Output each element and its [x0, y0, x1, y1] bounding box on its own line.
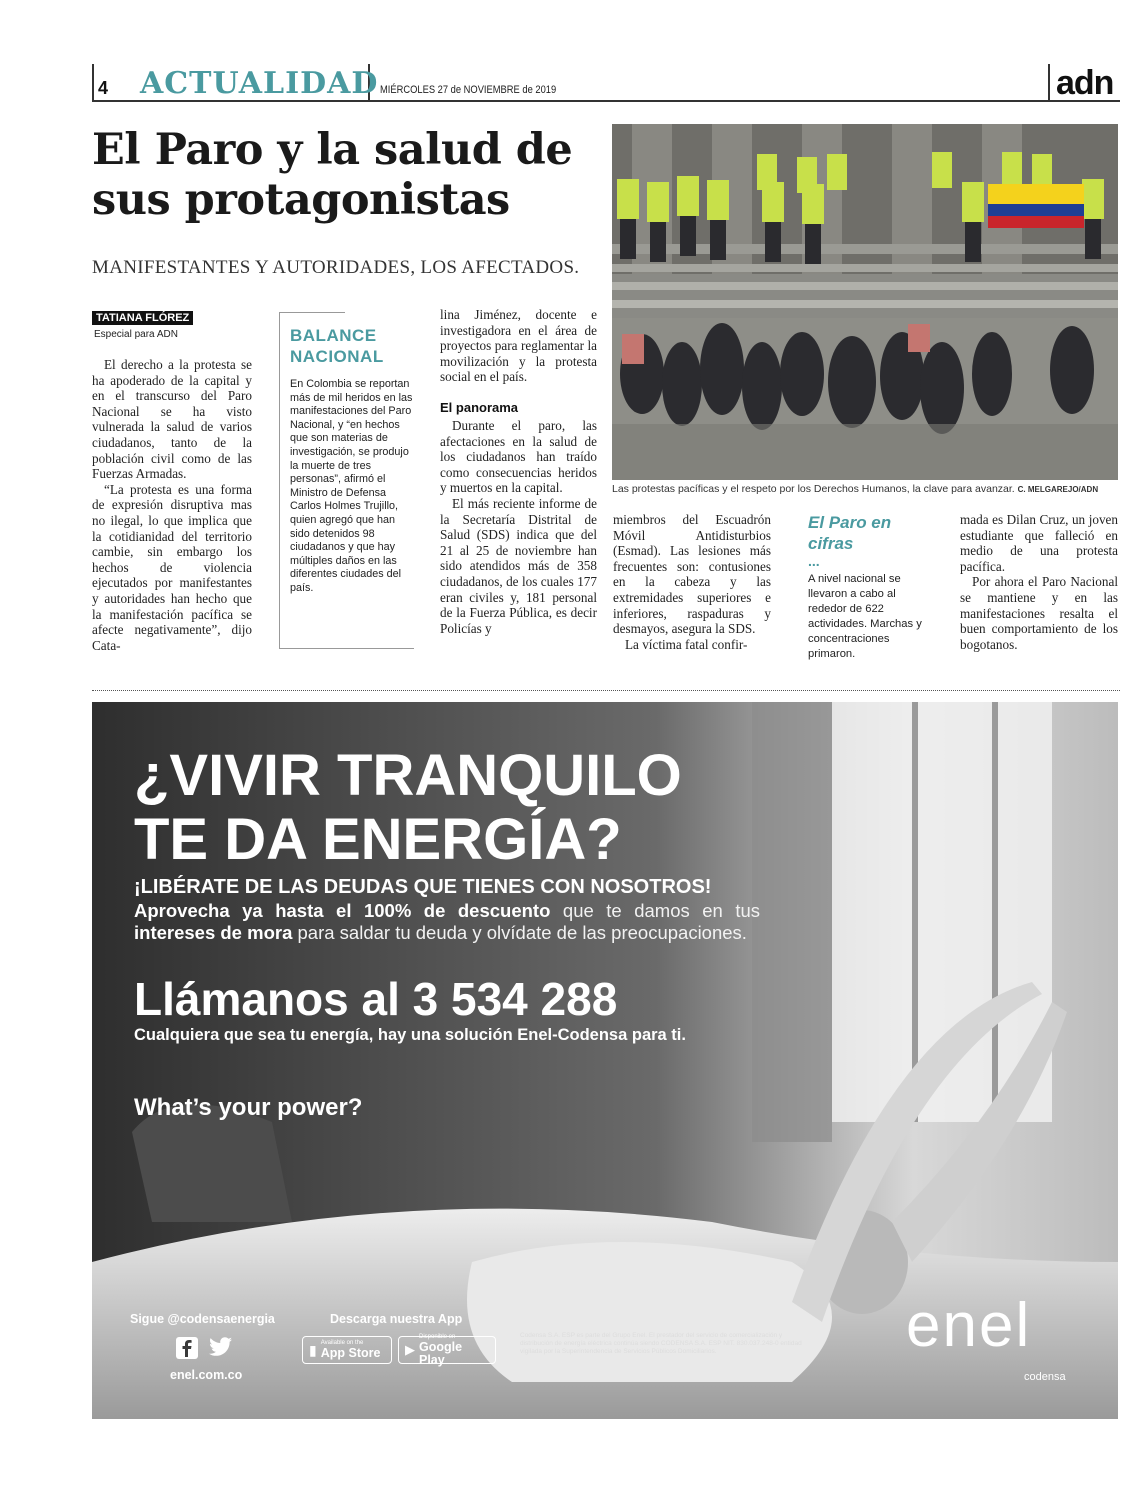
photo-caption — [612, 483, 1118, 495]
protest-photo — [612, 124, 1118, 480]
google-play-small-label: Disponible en — [419, 1333, 456, 1340]
ad-headline-line: ¿VIVIR TRANQUILO — [134, 743, 682, 808]
social-follow-text: Sigue @codensaenergia — [130, 1312, 275, 1326]
subheading-panorama: El panorama — [440, 400, 519, 415]
ad-body-text — [134, 900, 760, 944]
app-store-badge — [302, 1336, 392, 1364]
headline-line: sus protagonistas — [92, 175, 510, 225]
apple-icon: ▮ — [309, 1341, 317, 1358]
enel-logo: enel — [906, 1291, 1032, 1360]
section-separator — [92, 690, 1120, 691]
author-name: TATIANA FLÓREZ — [92, 311, 193, 325]
ad-body-bold: Aprovecha ya hasta el 100% de descuento — [134, 900, 551, 921]
balance-title-line: NACIONAL — [290, 347, 384, 366]
paragraph: El derecho a la protesta se ha apoderado de la capital y en el transcurso del Paro Nacional se ha visto vulnerada la salud de varios ciudadanos, tanto de la población civil como de las Fuerzas Armadas. — [92, 357, 252, 482]
ad-subheadline: ¡LIBÉRATE DE LAS DEUDAS QUE TIENES CON NOSOTROS! — [134, 876, 712, 898]
article-column-3-continued — [440, 418, 597, 636]
twitter-icon — [208, 1336, 234, 1358]
caption-text: Las protestas pacíficas y el respeto por los Derechos Humanos, la clave para avanzar. — [612, 483, 1015, 495]
paragraph: El más reciente informe de la Secretaría Distrital de Salud (SDS) indica que del 21 al 25 de noviembre han sido atendidos más de 358 ciudadanos, de los cuales 177 eran civiles y, 181 personal de la Fuerza Pública, es decir Policías y — [440, 495, 597, 636]
balance-title — [290, 325, 384, 367]
cifras-dots: ... — [808, 553, 820, 569]
author-role: Especial para ADN — [94, 329, 178, 340]
page-number: 4 — [98, 78, 109, 98]
ad-body-span: que te damos en tus — [550, 900, 761, 921]
headline-line: El Paro y la salud de — [92, 125, 573, 175]
codensa-label: codensa — [1024, 1371, 1066, 1383]
article-column-3 — [440, 307, 597, 385]
download-app-text: Descarga nuestra App — [330, 1312, 463, 1326]
header-divider — [92, 64, 94, 102]
paragraph: Por ahora el Paro Nacional se mantiene y en las manifestaciones resalta el buen comportamiento de los bogotanos. — [960, 574, 1118, 652]
paragraph: miembros del Escuadrón Móvil Antidisturbios (Esmad). Las lesiones más frecuentes son: contusiones en la cabeza y las extremidades superiores e inferiores, raspaduras y desmayos, asegura la SDS. — [613, 512, 771, 637]
article-headline — [92, 125, 602, 225]
paragraph: lina Jiménez, docente e investigadora en el área de proyectos para reglamentar la movilización y la protesta social en el país. — [440, 307, 597, 385]
balance-title-line: BALANCE — [290, 326, 377, 345]
cifras-title — [808, 512, 891, 554]
photo-credit: C. MELGAREJO/ADN — [1017, 485, 1099, 494]
article-column-4 — [613, 512, 771, 652]
protest-photo-illustration — [612, 124, 1118, 480]
play-icon: ▶ — [405, 1342, 415, 1357]
article-column-6 — [960, 512, 1118, 652]
issue-date: MIÉRCOLES 27 de NOVIEMBRE de 2019 — [380, 84, 557, 96]
ad-slogan: What’s your power? — [134, 1094, 363, 1121]
article-subhead: MANIFESTANTES Y AUTORIDADES, LOS AFECTADOS. — [92, 257, 580, 278]
article-column-1 — [92, 357, 252, 653]
paragraph: Durante el paro, las afectaciones en la salud de los ciudadanos han traído como consecuencias heridos y muertos en la capital. — [440, 418, 597, 496]
paragraph: “La protesta es una forma de expresión disruptiva mas no ilegal, lo que implica que la cotidianidad del territorio cambie, sin embargo los hechos de violencia ejecutados por manifestantes y autoridades han hecho que la manifestación pacífica se afecte negativamente”, dijo Cata- — [92, 481, 252, 653]
section-title: ACTUALIDAD — [140, 66, 379, 101]
facebook-icon — [176, 1337, 198, 1359]
ad-legal-text: Codensa S.A. ESP es parte del Grupo Enel. El prestador del servicio de comercialización y distribución de energía eléctrica continúa siendo CODENSA S.A. ESP NIT. 830.037.248-0 entidad vigilada por la Superintendencia de Servicios Públicos Domiciliarios. — [520, 1332, 802, 1355]
ad-phone-number: Llámanos al 3 534 288 — [134, 973, 618, 1025]
app-store-small-label: Available on the — [320, 1340, 364, 1346]
ad-headline-line: TE DA ENERGÍA? — [134, 807, 622, 872]
cifras-title-line: El Paro en — [808, 513, 892, 532]
cifras-title-line: cifras — [808, 534, 854, 553]
ad-body-span: para saldar tu deuda y olvídate de las preocupaciones. — [292, 922, 747, 943]
ad-body-bold: intereses de mora — [134, 922, 293, 943]
google-play-label: Google Play — [419, 1339, 463, 1367]
adn-logo: adn — [1056, 64, 1114, 102]
balance-text: En Colombia se reportan más de mil heridos en las manifestaciones del Paro Nacional, y “en hechos que son materias de investigación, se produjo la muerte de tres personas”, afirmó el Ministro de Defensa Carlos Holmes Trujillo, quien agregó que han sido detenidos 98 ciudadanos y que hay múltiples daños en las diferentes ciudades del país. — [290, 378, 413, 594]
ad-tagline: Cualquiera que sea tu energía, hay una solución Enel-Codensa para ti. — [134, 1026, 686, 1044]
google-play-badge — [398, 1333, 496, 1367]
ad-headline — [134, 744, 682, 872]
balance-box-top-rule — [279, 312, 345, 313]
header-divider — [1048, 64, 1050, 102]
app-store-label: App Store — [320, 1346, 381, 1360]
website-text: enel.com.co — [170, 1368, 243, 1382]
paragraph: La víctima fatal confir- — [625, 636, 748, 652]
paragraph: mada es Dilan Cruz, un joven estudiante que falleció en medio de una protesta pacífica. — [960, 512, 1118, 574]
cifras-text: A nivel nacional se llevaron a cabo al rededor de 622 actividades. Marchas y concentraciones primaron. — [808, 573, 922, 660]
